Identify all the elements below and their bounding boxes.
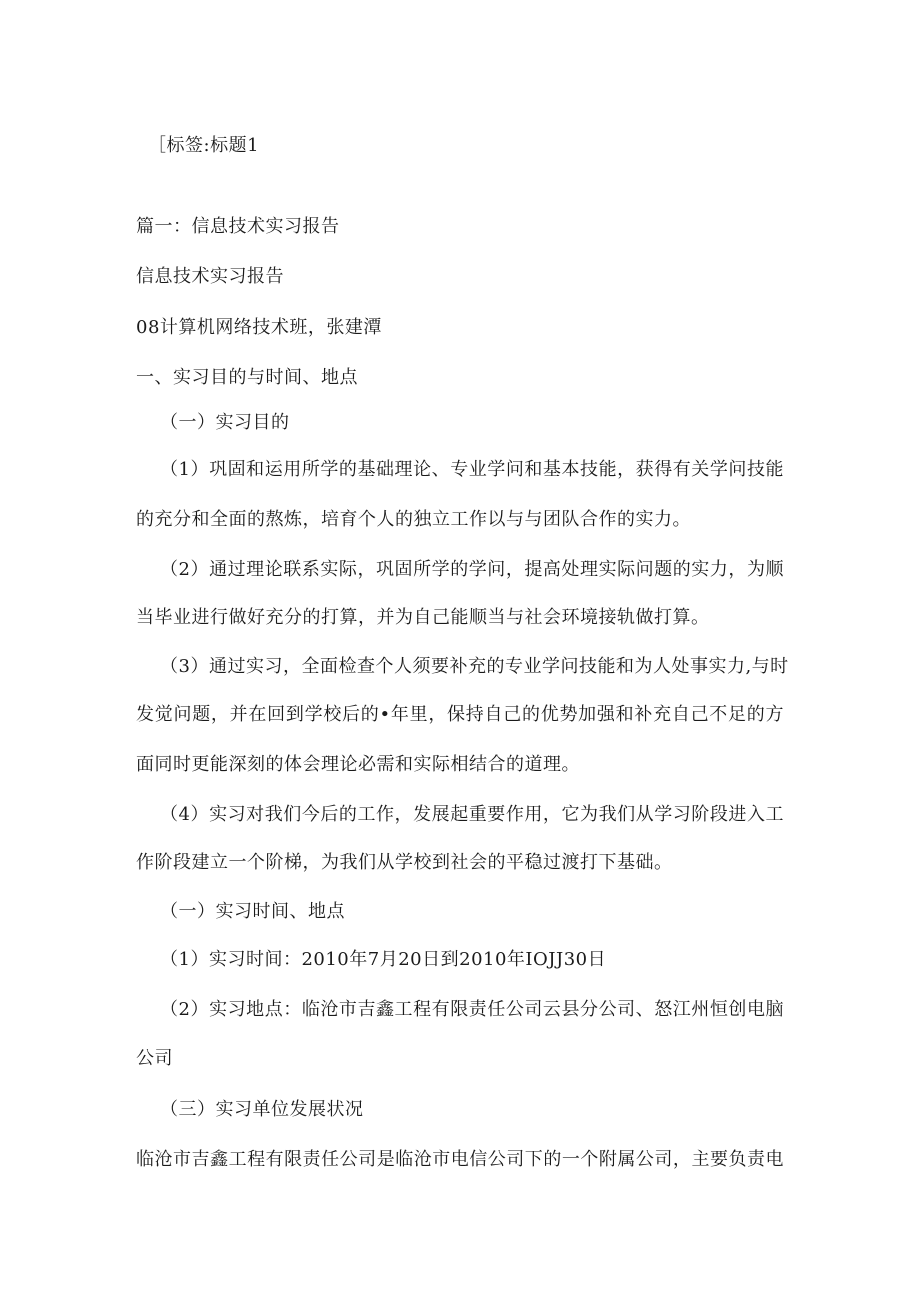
paragraph-1-line: （1）巩固和运用所学的基础理论、专业学问和基本技能，获得有关学问技能 [160, 459, 784, 480]
body-line: 临沧市吉鑫工程有限责任公司是临沧市电信公司下的一个附属公司，主要负责电 [136, 1149, 784, 1170]
report-title: 信息技术实习报告 [136, 266, 284, 287]
paragraph-2-line: （2）通过理论联系实际，巩固所学的学问，提高处理实际问题的实力，为顺 [160, 559, 784, 580]
paragraph-1-line: 的充分和全面的熬炼，培育个人的独立工作以与与团队合作的实力。 [136, 509, 691, 530]
paragraph-3-line: （3）通过实习，全面检查个人须要补充的专业学问技能和为人处事实力,与时 [160, 656, 789, 677]
place-line: （2）实习地点：临沧市吉鑫工程有限责任公司云县分公司、怒江州恒创电脑 [160, 999, 784, 1020]
paragraph-3-line: 面同时更能深刻的体会理论必需和实际相结合的道理。 [136, 754, 580, 775]
subsection-heading: （一）实习时间、地点 [160, 901, 345, 922]
paragraph-3-line: 发觉问题，并在回到学校后的•年里，保持自己的优势加强和补充自己不足的方 [136, 704, 784, 725]
section-heading: 一、实习目的与时间、地点 [136, 367, 358, 388]
subsection-heading: （三）实习单位发展状况 [160, 1099, 364, 1120]
tag-line: ［标签:标题1 [148, 135, 260, 156]
time-line: （1）实习时间：2010年7月20日到2010年IOJJ30日 [160, 949, 607, 970]
chapter-title: 篇一：信息技术实习报告 [136, 216, 340, 237]
paragraph-2-line: 当毕业进行做好充分的打算，并为自己能顺当与社会环境接轨做打算。 [136, 607, 710, 628]
author-line: 08计算机网络技术班，张建潭 [136, 317, 382, 338]
paragraph-4-line: （4）实习对我们今后的工作，发展起重要作用，它为我们从学习阶段进入工 [160, 804, 784, 825]
subsection-heading: （一）实习目的 [160, 412, 290, 433]
paragraph-4-line: 作阶段建立一个阶梯，为我们从学校到社会的平稳过渡打下基础。 [136, 852, 673, 873]
place-line: 公司 [136, 1048, 173, 1069]
